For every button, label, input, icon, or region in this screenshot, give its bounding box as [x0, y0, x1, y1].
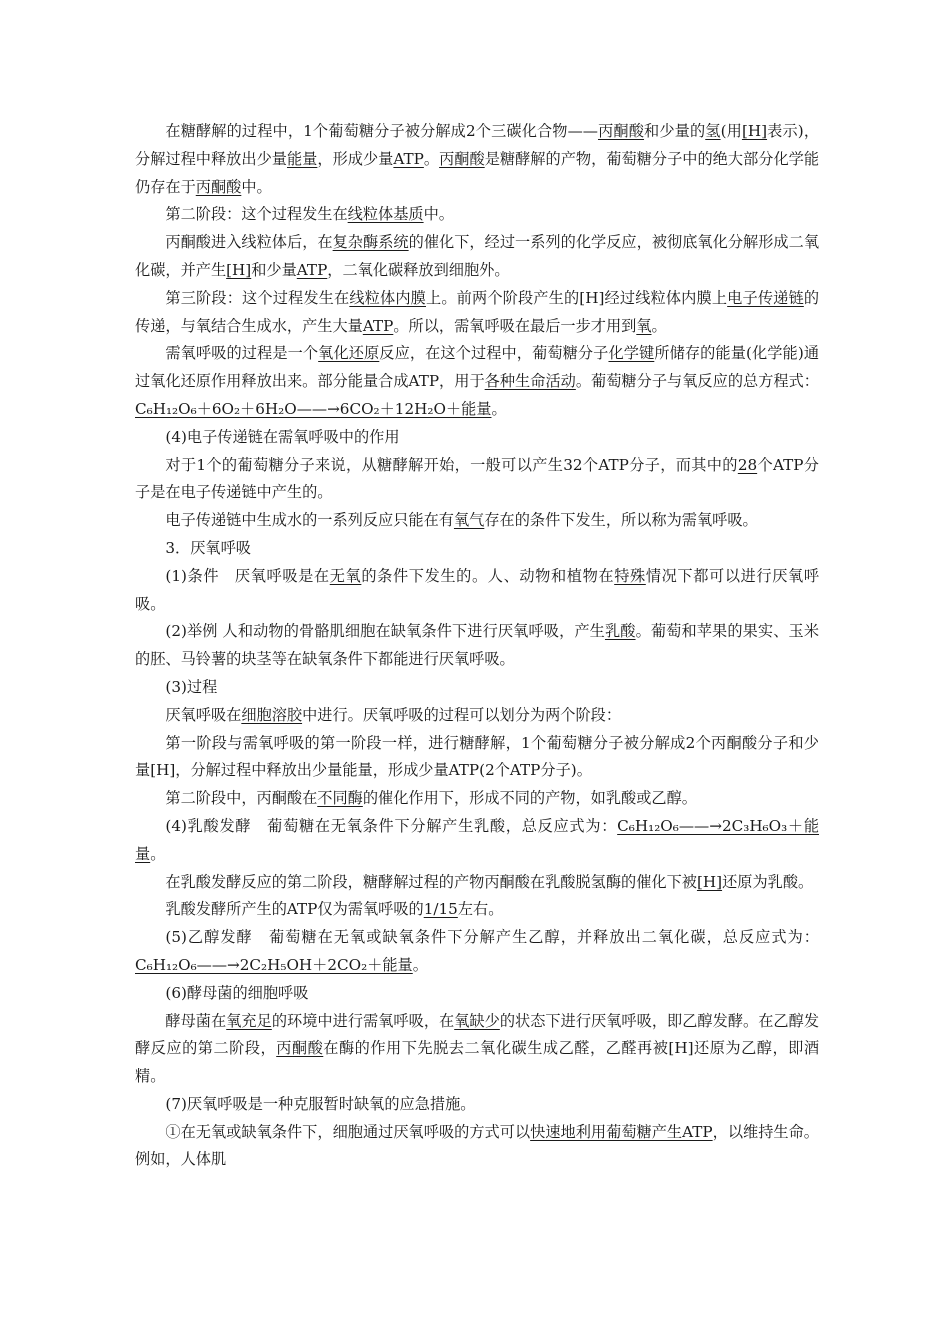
- paragraph: [135, 1008, 819, 1091]
- text-run: 还原为乳酸。: [722, 872, 814, 891]
- paragraph: [135, 618, 819, 674]
- text-run: 第二阶段：这个过程发生在: [165, 205, 348, 224]
- text-run: 表示)，分解过程中释放出少量: [135, 122, 820, 168]
- paragraph: [135, 535, 819, 563]
- underlined-answer: 氧化还原: [318, 344, 380, 363]
- underlined-answer: 28: [737, 455, 758, 474]
- text-run: 第一阶段与需氧呼吸的第一阶段一样，进行糖酵解，1个葡萄糖分子被分解成2个丙酮酸分子和少量[H]，分解过程中释放出少量能量，形成少量ATP(2个ATP分子)。: [135, 733, 819, 780]
- text-run: 。葡萄和苹果的果实、玉米的胚、马铃薯的块茎等在缺氧条件下都能进行厌氧呼吸。: [135, 622, 820, 669]
- text-run: 在糖酵解的过程中，1个葡萄糖分子被分解成2个三碳化合物——: [165, 122, 598, 140]
- paragraph: [135, 285, 819, 341]
- text-run: (1)条件 厌氧呼吸是在: [165, 566, 330, 585]
- paragraph: [135, 869, 819, 897]
- text-run: 对于1个的葡萄糖分子来说，从糖酵解开始，一般可以产生32个ATP分子，而其中的: [165, 455, 738, 474]
- text-run: 反应，在这个过程中，葡萄糖分子: [379, 344, 609, 363]
- underlined-answer: 电子传递链: [727, 288, 804, 307]
- text-run: 第二阶段中，丙酮酸在: [165, 789, 318, 808]
- text-run: 和少量的: [644, 122, 706, 140]
- underlined-answer: 丙酮酸: [439, 149, 485, 168]
- underlined-answer: 乳酸: [604, 622, 636, 641]
- text-run: 。葡萄糖分子与氧反应的总方程式：: [575, 372, 819, 391]
- text-run: (2)举例 人和动物的骨骼肌细胞在缺氧条件下进行厌氧呼吸，产生: [165, 622, 605, 641]
- text-run: 中。: [241, 177, 272, 196]
- paragraph: [135, 1119, 819, 1175]
- underlined-answer: [H]: [696, 872, 723, 891]
- underlined-answer: ATP: [296, 260, 328, 279]
- text-run: 情况下都可以进行厌氧呼吸。: [135, 566, 820, 613]
- underlined-answer: 丙酮酸: [195, 177, 242, 196]
- underlined-answer: C₆H₁₂O₆＋6O₂＋6H₂O——→6CO₂＋12H₂O＋能量: [135, 399, 492, 418]
- underlined-answer: [H]: [741, 122, 768, 140]
- underlined-answer: 化学键: [608, 344, 655, 363]
- paragraph: [135, 785, 819, 813]
- underlined-answer: 丙酮酸: [276, 1039, 324, 1058]
- text-run: ①在无氧或缺氧条件下，细胞通过厌氧呼吸的方式可以: [165, 1122, 531, 1141]
- underlined-answer: 线粒体基质: [347, 205, 424, 224]
- underlined-answer: 无氧: [329, 566, 362, 585]
- text-run: 酵母菌在: [165, 1011, 227, 1030]
- underlined-answer: [H]: [226, 260, 252, 279]
- paragraph: [135, 229, 819, 285]
- text-run: 的状态下进行厌氧呼吸，即乙醇发酵。在乙醇发酵反应的第二阶段，: [135, 1011, 820, 1058]
- text-run: (4)乳酸发酵 葡萄糖在无氧条件下分解产生乳酸，总反应式为：: [165, 816, 618, 835]
- underlined-answer: 复杂酶系统: [332, 233, 409, 252]
- underlined-answer: 氧: [636, 316, 652, 335]
- text-run: 在乳酸发酵反应的第二阶段，糖酵解过程的产物丙酮酸在乳酸脱氢酶的催化下被: [165, 872, 697, 891]
- underlined-answer: 氢: [705, 122, 721, 140]
- text-run: (6)酵母菌的细胞呼吸: [165, 983, 309, 1002]
- text-run: 存在的条件下发生，所以称为需氧呼吸。: [484, 511, 758, 530]
- underlined-answer: 线粒体内膜: [349, 288, 426, 307]
- underlined-answer: ATP: [362, 316, 394, 335]
- underlined-answer: ATP: [393, 149, 424, 168]
- text-run: 丙酮酸进入线粒体后，在: [165, 233, 333, 252]
- text-run: 。: [150, 844, 166, 863]
- text-run: ，形成少量: [317, 149, 394, 168]
- text-run: 是糖酵解的产物，葡萄糖分子中的绝大部分化学能仍存在于: [135, 149, 820, 196]
- text-run: 。: [412, 955, 428, 974]
- text-run: 的传递，与氧结合生成水，产生大量: [135, 288, 820, 335]
- paragraph: [135, 924, 819, 980]
- text-run: 3．厌氧呼吸: [165, 538, 251, 557]
- underlined-answer: 氧缺少: [454, 1011, 500, 1030]
- text-run: (5)乙醇发酵 葡萄糖在无氧或缺氧条件下分解产生乙醇，并释放出二氧化碳，总反应式为：: [165, 928, 819, 947]
- underlined-answer: 氧气: [453, 511, 485, 530]
- text-run: 和少量: [251, 260, 297, 279]
- text-run: (用: [720, 122, 742, 140]
- text-run: 中进行。厌氧呼吸的过程可以划分为两个阶段：: [302, 705, 622, 724]
- paragraph: [135, 674, 819, 702]
- text-run: 。: [651, 316, 667, 335]
- text-run: 的催化作用下，形成不同的产物，如乳酸或乙醇。: [362, 789, 697, 808]
- paragraph: [135, 201, 819, 229]
- text-run: 第三阶段：这个过程发生在: [165, 288, 350, 307]
- underlined-answer: 细胞溶胶: [241, 705, 303, 724]
- underlined-answer: 丙酮酸: [597, 122, 645, 140]
- paragraph: [135, 702, 819, 730]
- paragraph: [135, 424, 819, 452]
- document-body: [135, 118, 819, 1174]
- text-run: 。所以，需氧呼吸在最后一步才用到: [393, 316, 637, 335]
- text-run: (3)过程: [165, 677, 218, 696]
- underlined-answer: 1/15: [423, 900, 458, 919]
- text-run: 电子传递链中生成水的一系列反应只能在有: [165, 511, 454, 530]
- paragraph: [135, 507, 819, 535]
- text-run: 乳酸发酵所产生的ATP仅为需氧呼吸的: [165, 900, 424, 919]
- paragraph: [135, 340, 819, 423]
- text-run: 需氧呼吸的过程是一个: [165, 344, 319, 363]
- text-run: 的催化下，经过一系列的化学反应，被彻底氧化分解形成二氧化碳，并产生: [135, 233, 820, 279]
- underlined-answer: 特殊: [614, 566, 646, 585]
- underlined-answer: C₆H₁₂O₆——→2C₂H₅OH＋2CO₂＋能量: [135, 955, 413, 974]
- text-run: 在酶的作用下先脱去二氧化碳生成乙醛，乙醛再被[H]还原为乙醇，即酒精。: [135, 1039, 820, 1086]
- text-run: (4)电子传递链在需氧呼吸中的作用: [165, 427, 400, 446]
- paragraph: [135, 896, 819, 924]
- text-run: 。: [491, 399, 507, 418]
- text-run: ，二氧化碳释放到细胞外。: [327, 260, 510, 279]
- text-run: ，以维持生命。例如，人体肌: [135, 1122, 819, 1169]
- paragraph: [135, 980, 819, 1008]
- text-run: 的环境中进行需氧呼吸，在: [271, 1011, 455, 1030]
- text-run: (7)厌氧呼吸是一种克服暂时缺氧的应急措施。: [165, 1094, 476, 1113]
- paragraph: [135, 118, 819, 201]
- text-run: 的条件下发生的。人、动物和植物在: [361, 566, 615, 585]
- underlined-answer: 氧充足: [226, 1011, 272, 1030]
- underlined-answer: 能量: [286, 149, 318, 168]
- underlined-answer: C₆H₁₂O₆——→2C₃H₆O₃＋能量: [135, 816, 820, 863]
- text-run: 个ATP分子是在电子传递链中产生的。: [135, 455, 819, 502]
- text-run: 左右。: [457, 900, 504, 919]
- text-run: 。: [423, 149, 440, 168]
- paragraph: [135, 813, 819, 869]
- underlined-answer: 不同酶: [317, 789, 363, 808]
- underlined-answer: 快速地利用葡萄糖产生ATP: [530, 1122, 713, 1141]
- paragraph: [135, 730, 819, 786]
- text-run: 所储存的能量(化学能)通过氧化还原作用释放出来。部分能量合成ATP，用于: [135, 344, 820, 391]
- text-run: 上。前两个阶段产生的[H]经过线粒体内膜上: [426, 288, 728, 307]
- text-run: 中。: [423, 205, 454, 224]
- paragraph: [135, 563, 819, 619]
- paragraph: [135, 1091, 819, 1119]
- text-run: 厌氧呼吸在: [165, 705, 242, 724]
- paragraph: [135, 452, 819, 508]
- underlined-answer: 各种生命活动: [484, 372, 576, 391]
